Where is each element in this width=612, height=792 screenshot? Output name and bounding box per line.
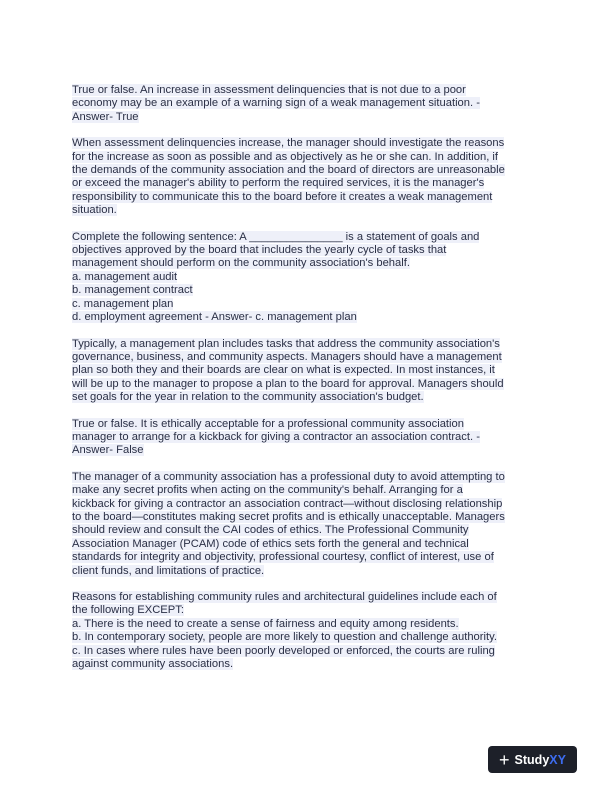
text: The manager of a community association has a professional duty to avoid attempting to [72,470,505,483]
text: b. In contemporary society, people are more likely to question and challenge authority. [72,631,497,644]
text-line [72,418,542,431]
text: Answer- False [72,444,144,457]
text: should review and consult the CAI codes of ethics. The Professional Community [72,524,469,537]
text-line [72,431,542,444]
text: objectives approved by the board that includes the yearly cycle of tasks that [72,244,447,257]
text-line [72,645,542,658]
text-line [72,231,542,244]
text: When assessment delinquencies increase, the manager should investigate the reasons [72,137,505,150]
text-line [72,565,542,578]
text-line [72,618,542,631]
text: standards for integrity and objectivity, professional courtesy, conflict of interest, use of [72,551,494,564]
text: c. management plan [72,297,174,310]
text-line [72,151,542,164]
text-line [72,484,542,497]
text: manager to arrange for a kickback for giving a contractor an association contract. - [72,430,480,443]
text-line [72,311,542,324]
plus-icon: + [499,749,510,770]
text: kickback for giving a contractor an association contract—without disclosing relationship [72,497,503,510]
text: situation. [72,204,117,217]
text-line [72,137,542,150]
document-body [72,84,542,684]
text-line [72,338,542,351]
paragraph-1 [72,84,542,124]
text: the demands of the community association and the board of directors are unreasonable [72,164,505,177]
text: True or false. An increase in assessment delinquencies that is not due to a poor [72,84,466,96]
text: for the increase as soon as possible and as objectively as he or she can. In addition, if [72,150,498,163]
text-line [72,444,542,457]
text-line [72,551,542,564]
text: the following EXCEPT: [72,604,184,617]
paragraph-4 [72,338,542,405]
text: d. employment agreement - Answer- c. management plan [72,311,357,324]
text: client funds, and limitations of practice. [72,564,265,577]
text: make any secret profits when acting on the community's behalf. Arranging for a [72,484,463,497]
text-line [72,631,542,644]
text: against community associations. [72,658,234,671]
text-line [72,498,542,511]
text: Reasons for establishing community rules and architectural guidelines include each of [72,591,497,603]
text-line [72,471,542,484]
text-line [72,244,542,257]
text-line [72,97,542,110]
text-line [72,111,542,124]
text: a. management audit [72,270,178,283]
text-line [72,524,542,537]
text-line [72,84,542,97]
text: Answer- True [72,110,139,123]
brand-name: Study [514,752,550,767]
text: a. There is the need to create a sense of fairness and equity among residents. [72,617,459,630]
text: set goals for the year in relation to the community association's budget. [72,391,424,404]
text: True or false. It is ethically acceptable for a professional community association [72,417,464,430]
text-line [72,378,542,391]
text: Typically, a management plan includes tasks that address the community association's [72,337,500,350]
text: or exceed the manager's ability to perform the required services, it is the manager's [72,177,485,190]
text-line [72,391,542,404]
text-line [72,604,542,617]
text-line [72,177,542,190]
studyxy-logo-badge[interactable] [488,746,577,773]
text: plan so both they and their boards are clear on what is expected. In most instances, it [72,364,495,377]
text-line [72,538,542,551]
paragraph-3 [72,231,542,325]
text-line [72,364,542,377]
text: c. In cases where rules have been poorly developed or enforced, the courts are ruling [72,644,495,657]
text: Association Manager (PCAM) code of ethics sets forth the general and technical [72,537,469,550]
text: b. management contract [72,284,193,297]
text-line [72,204,542,217]
text: economy may be an example of a warning sign of a weak management situation. - [72,97,480,110]
text-line [72,191,542,204]
text-line [72,298,542,311]
paragraph-6 [72,471,542,578]
text: responsibility to communicate this to the board before it creates a weak management [72,190,493,203]
paragraph-2 [72,137,542,217]
text: management should perform on the community association's behalf. [72,257,410,270]
text-line [72,511,542,524]
text: will be up to the manager to propose a plan to the board for approval. Managers should [72,377,504,390]
text-line [72,284,542,297]
text: to the board—constitutes making secret profits and is ethically unacceptable. Managers [72,510,505,523]
brand-accent: XY [549,752,566,767]
text-line [72,271,542,284]
text-line [72,591,542,604]
text-line [72,257,542,270]
text: Complete the following sentence: A _______________ is a statement of goals and [72,230,480,243]
paragraph-7 [72,591,542,671]
text-line [72,164,542,177]
paragraph-5 [72,418,542,458]
text: governance, business, and community aspects. Managers should have a management [72,350,502,363]
text-line [72,351,542,364]
text-line [72,658,542,671]
